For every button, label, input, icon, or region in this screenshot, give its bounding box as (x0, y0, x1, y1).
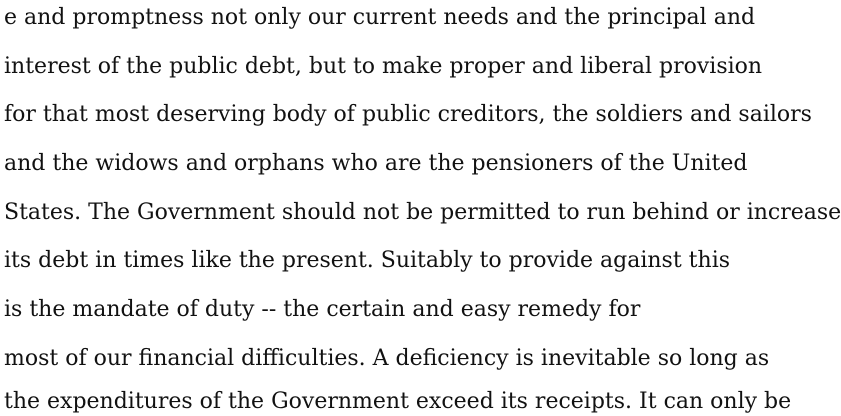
text-line-7: is the mandate of duty -- the certain and easy remedy for (4, 297, 641, 322)
text-line-3: for that most deserving body of public creditors, the soldiers and sailors (4, 102, 812, 127)
text-line-8: most of our financial difficulties. A deficiency is inevitable so long as (4, 346, 770, 371)
text-line-1: e and promptness not only our current needs and the principal and (4, 5, 756, 30)
text-line-5: States. The Government should not be permitted to run behind or increase (4, 200, 841, 225)
text-line-4: and the widows and orphans who are the pensioners of the United (4, 151, 748, 176)
text-line-6: its debt in times like the present. Suitably to provide against this (4, 248, 731, 273)
text-line-9: the expenditures of the Government exceed its receipts. It can only be (4, 389, 792, 414)
text-line-2: interest of the public debt, but to make proper and liberal provision (4, 54, 763, 79)
